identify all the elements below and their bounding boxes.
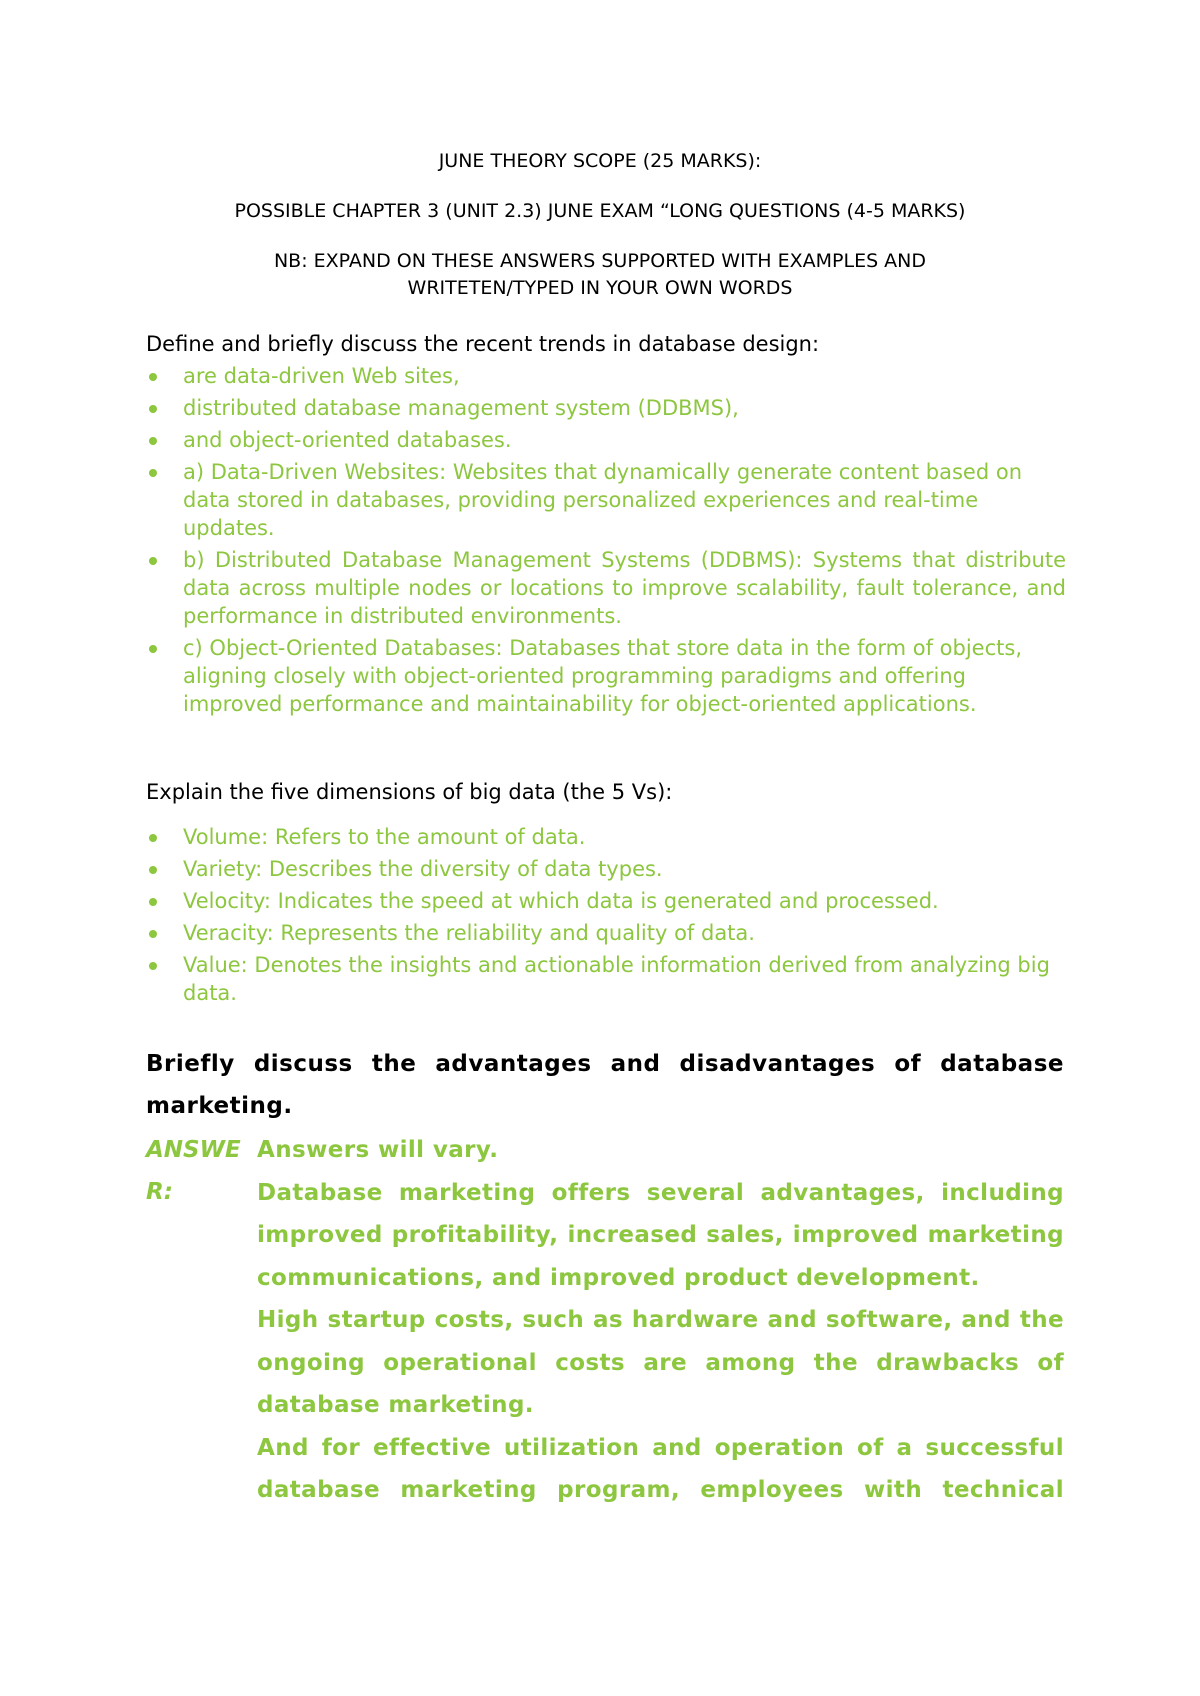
- page-subtitle: POSSIBLE CHAPTER 3 (UNIT 2.3) JUNE EXAM “LONG QUESTIONS (4-5 MARKS): [234, 200, 966, 222]
- list-item: Variety: Describes the diversity of data types.: [146, 855, 1066, 883]
- list-item: Volume: Refers to the amount of data.: [146, 823, 1066, 851]
- list-item: c) Object-Oriented Databases: Databases that store data in the form of objects, aligning closely with object-oriented programming paradigms and offering improved performance and maintainability for object-oriented applications.: [146, 634, 1066, 718]
- answer-paragraph: High startup costs, such as hardware and software, and the ongoing operational costs are among the drawbacks of database marketing.: [257, 1307, 1064, 1418]
- list-item: Veracity: Represents the reliability and quality of data.: [146, 919, 1066, 947]
- section-heading-trends: Define and briefly discuss the recent trends in database design:: [146, 332, 820, 356]
- answer-body: [257, 1129, 1064, 1512]
- answer-label-line2: R:: [146, 1179, 173, 1205]
- page-note: NB: EXPAND ON THESE ANSWERS SUPPORTED WITH EXAMPLES AND WRITETEN/TYPED IN YOUR OWN WORDS: [273, 250, 927, 299]
- section-heading-big-data: Explain the five dimensions of big data (the 5 Vs):: [146, 780, 673, 804]
- big-data-list: [146, 823, 1066, 1011]
- list-item: b) Distributed Database Management Systems (DDBMS): Systems that distribute data across multiple nodes or locations to improve scalability, fault tolerance, and performance in distributed environments.: [146, 546, 1066, 630]
- list-item: Value: Denotes the insights and actionable information derived from analyzing big data.: [146, 951, 1066, 1007]
- list-item: Velocity: Indicates the speed at which data is generated and processed.: [146, 887, 1066, 915]
- list-item: a) Data-Driven Websites: Websites that dynamically generate content based on data stored in databases, providing personalized experiences and real-time updates.: [146, 458, 1066, 542]
- section-heading-database-marketing: Briefly discuss the advantages and disadvantages of database marketing.: [146, 1051, 1064, 1119]
- trends-list: [146, 362, 1066, 722]
- answer-paragraph: And for effective utilization and operation of a successful database marketing program, employees with technical: [257, 1434, 1064, 1503]
- answer-paragraph: Database marketing offers several advantages, including improved profitability, increased sales, improved marketing communications, and improved product development.: [257, 1179, 1064, 1291]
- answer-label-line1: ANSWE: [146, 1137, 241, 1163]
- list-item: are data-driven Web sites,: [146, 362, 1066, 390]
- list-item: distributed database management system (DDBMS),: [146, 394, 1066, 422]
- page-title: JUNE THEORY SCOPE (25 MARKS):: [438, 150, 762, 172]
- answer-paragraph: Answers will vary.: [257, 1137, 499, 1163]
- list-item: and object-oriented databases.: [146, 426, 1066, 454]
